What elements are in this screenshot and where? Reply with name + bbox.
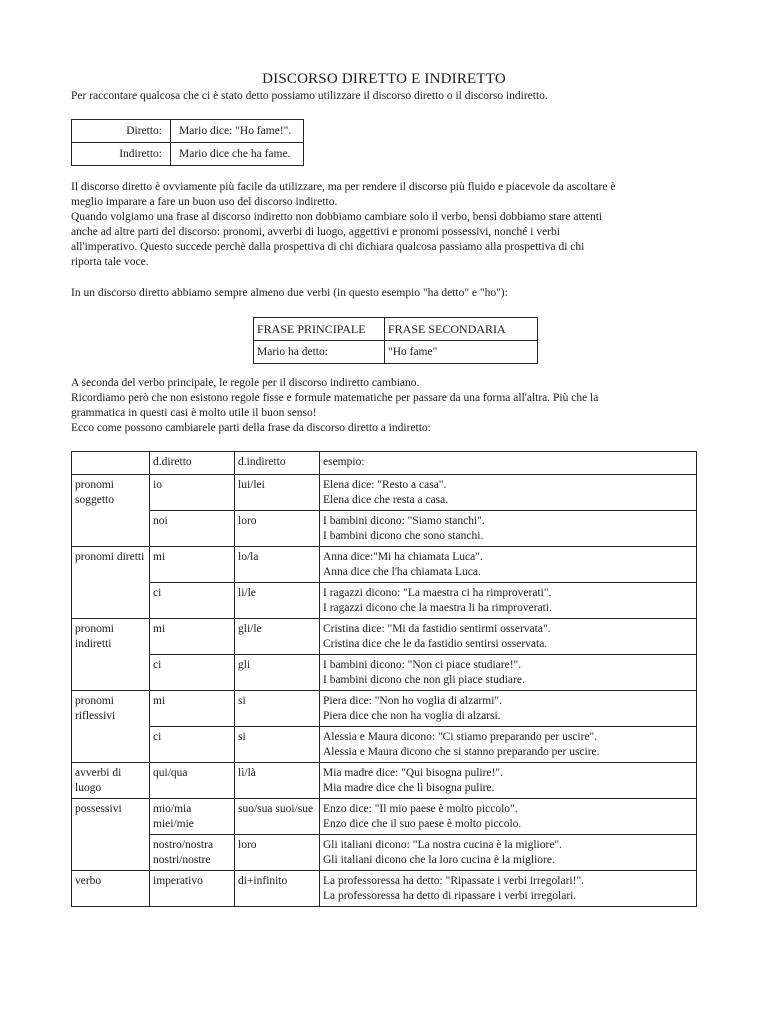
text-line: Il discorso diretto è ovviamente più facile da utilizzare, ma per rendere il discorso più fluido e piacevole da ascoltare è (71, 181, 616, 193)
table-row (72, 727, 697, 763)
rules-table (71, 451, 697, 907)
table-row (72, 871, 697, 907)
category-cell: avverbi di luogo (72, 763, 150, 799)
indirect-form-cell: gli (235, 655, 320, 691)
indirect-form-cell: si (235, 727, 320, 763)
indirect-form-cell: suo/sua suoi/sue (235, 799, 320, 835)
direct-form-cell: nostro/nostra nostri/nostre (150, 835, 235, 871)
example-line: Mia madre dice che lì bisogna pulire. (323, 782, 495, 794)
example-line: I bambini dicono: "Siamo stanchi". (323, 515, 485, 527)
table-cell: Mario ha detto: (254, 341, 385, 364)
indirect-form-cell: li/le (235, 583, 320, 619)
example-cell (320, 475, 697, 511)
indirect-form-cell: loro (235, 835, 320, 871)
direct-form-cell: ci (150, 583, 235, 619)
direct-form-cell: ci (150, 727, 235, 763)
example-line: I ragazzi dicono che la maestra li ha rimproverati. (323, 602, 552, 614)
example-line: I bambini dicono che non gli piace studiare. (323, 674, 525, 686)
example-line: Gli italiani dicono: "La nostra cucina è la migliore". (323, 839, 562, 851)
text-line: Ecco come possono cambiarele parti della frase da discorso diretto a indiretto: (71, 422, 431, 434)
table-header-row (72, 452, 697, 475)
table-row (72, 691, 697, 727)
example-line: Gli italiani dicono che la loro cucina è la migliore. (323, 854, 555, 866)
indirect-form-cell: si (235, 691, 320, 727)
example-value: Mario dice: "Ho fame!". (171, 120, 304, 143)
text-line: riporta tale voce. (71, 256, 149, 268)
column-header: esempio: (320, 452, 697, 475)
text-line: all'imperativo. Questo succede perchè dalla prospettiva di chi dichiara qualcosa passiamo alla prospettiva di chi (71, 241, 585, 253)
table-row (72, 835, 697, 871)
table-row (72, 583, 697, 619)
category-cell: verbo (72, 871, 150, 907)
category-cell: pronomi soggetto (72, 475, 150, 547)
example-label: Indiretto: (72, 143, 171, 166)
direct-form-cell: qui/qua (150, 763, 235, 799)
example-line: Anna dice che l'ha chiamata Luca. (323, 566, 481, 578)
example-line: Alessia e Maura dicono che si stanno preparando per uscire. (323, 746, 600, 758)
example-line: Elena dice: "Resto a casa". (323, 479, 447, 491)
table-row (72, 655, 697, 691)
direct-form-cell: mi (150, 547, 235, 583)
table-row (72, 120, 304, 143)
text-line: anche ad altre parti del discorso: pronomi, avverbi di luogo, aggettivi e pronomi possessivi, nonché i verbi (71, 226, 560, 238)
example-line: Cristina dice: "Mi da fastidio sentirmi osservata". (323, 623, 551, 635)
example-value: Mario dice che ha fame. (171, 143, 304, 166)
direct-form-cell: io (150, 475, 235, 511)
category-cell: pronomi diretti (72, 547, 150, 619)
example-cell (320, 763, 697, 799)
category-cell: pronomi riflessivi (72, 691, 150, 763)
paragraph-3 (71, 376, 701, 436)
direct-form-cell: noi (150, 511, 235, 547)
column-header: FRASE SECONDARIA (385, 318, 538, 341)
column-header: d.diretto (150, 452, 235, 475)
example-line: I ragazzi dicono: "La maestra ci ha rimproverati". (323, 587, 552, 599)
example-cell (320, 619, 697, 655)
example-line: La professoressa ha detto di ripassare i verbi irregolari. (323, 890, 577, 902)
table-cell: "Ho fame" (385, 341, 538, 364)
text-line: meglio imparare a fare un buon uso del discorso indiretto. (71, 196, 338, 208)
table-row (72, 475, 697, 511)
example-cell (320, 835, 697, 871)
category-cell: pronomi indiretti (72, 619, 150, 691)
example-line: Alessia e Maura dicono: "Ci stiamo preparando per uscire". (323, 731, 598, 743)
direct-form-cell: mio/mia miei/mie (150, 799, 235, 835)
example-label: Diretto: (72, 120, 171, 143)
direct-form-cell: imperativo (150, 871, 235, 907)
example-line: Elena dice che resta a casa. (323, 494, 449, 506)
indirect-form-cell: lo/la (235, 547, 320, 583)
intro-paragraph: Per raccontare qualcosa che ci è stato detto possiamo utilizzare il discorso diretto o il discorso indiretto. (71, 90, 548, 102)
table-row (72, 547, 697, 583)
indirect-form-cell: di+infinito (235, 871, 320, 907)
example-line: Piera dice: "Non ho voglia di alzarmi". (323, 695, 502, 707)
phrase-table (253, 317, 538, 364)
example-line: La professoressa ha detto: "Ripassate i verbi irregolari!". (323, 875, 585, 887)
example-line: Enzo dice: "Il mio paese è molto piccolo". (323, 803, 518, 815)
example-line: Mia madre dice: "Qui bisogna pulire!". (323, 767, 503, 779)
example-cell (320, 727, 697, 763)
example-line: I bambini dicono che sono stanchi. (323, 530, 484, 542)
example-cell (320, 655, 697, 691)
column-header: d.indiretto (235, 452, 320, 475)
indirect-form-cell: loro (235, 511, 320, 547)
direct-form-cell: mi (150, 691, 235, 727)
direct-form-cell: ci (150, 655, 235, 691)
table-row (72, 799, 697, 835)
example-line: I bambini dicono: "Non ci piace studiare!". (323, 659, 522, 671)
indirect-form-cell: lui/lei (235, 475, 320, 511)
table-header-row (254, 318, 538, 341)
text-line: grammatica in questi casi è molto utile il buon senso! (71, 407, 317, 419)
category-cell: possessivi (72, 799, 150, 871)
example-cell (320, 871, 697, 907)
direct-form-cell: mi (150, 619, 235, 655)
table-row (72, 763, 697, 799)
table-row (254, 341, 538, 364)
example-line: Anna dice:"Mi ha chiamata Luca". (323, 551, 483, 563)
example-line: Enzo dice che il suo paese è molto piccolo. (323, 818, 522, 830)
column-header: FRASE PRINCIPALE (254, 318, 385, 341)
text-line: Ricordiamo però che non esistono regole fisse e formule matematiche per passare da una forma all'altra. Più che la (71, 392, 599, 404)
example-cell (320, 511, 697, 547)
example-cell (320, 691, 697, 727)
indirect-form-cell: lì/là (235, 763, 320, 799)
table-row (72, 619, 697, 655)
example-cell (320, 583, 697, 619)
example-cell (320, 799, 697, 835)
page-title: DISCORSO DIRETTO E INDIRETTO (262, 71, 506, 87)
example-line: Cristina dice che le da fastidio sentirsi osservata. (323, 638, 548, 650)
example-cell (320, 547, 697, 583)
column-header (72, 452, 150, 475)
example-line: Piera dice che non ha voglia di alzarsi. (323, 710, 501, 722)
example-table (71, 119, 304, 166)
indirect-form-cell: gli/le (235, 619, 320, 655)
text-line: A seconda del verbo principale, le regole per il discorso indiretto cambiano. (71, 377, 420, 389)
text-line: Quando volgiamo una frase al discorso indiretto non dobbiamo cambiare solo il verbo, bensì dobbiamo stare attenti (71, 211, 603, 223)
table-row (72, 511, 697, 547)
paragraph-2: In un discorso diretto abbiamo sempre almeno due verbi (in questo esempio "ha detto" e "ho"): (71, 287, 508, 299)
table-row (72, 143, 304, 166)
rules-table-body (72, 475, 697, 907)
paragraph-1 (71, 180, 701, 270)
